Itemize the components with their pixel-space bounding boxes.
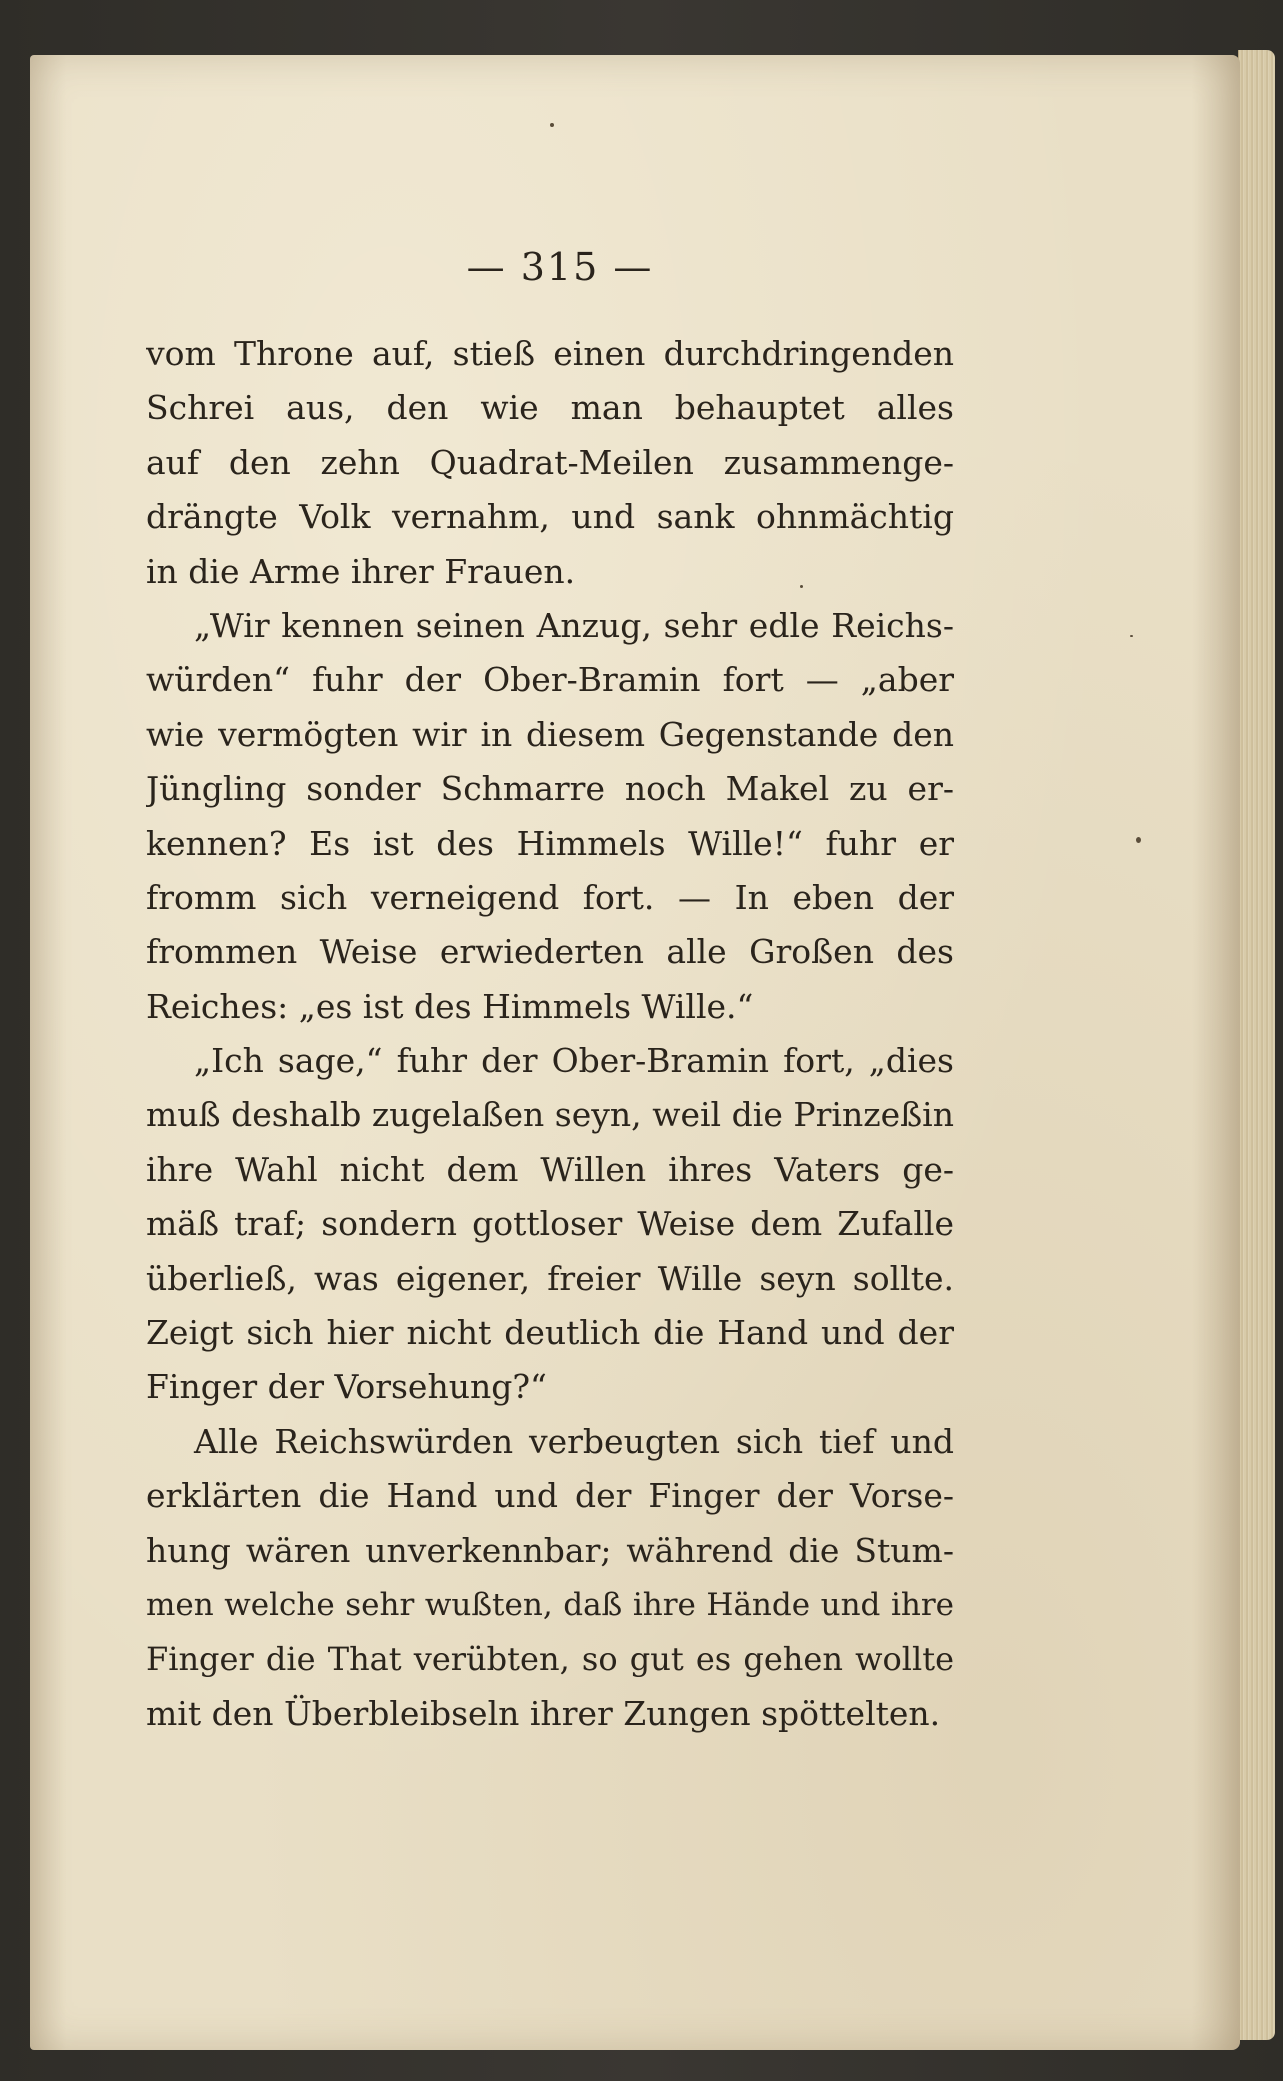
paper-speck xyxy=(1136,837,1141,843)
text-line: wie vermögten wir in diesem Gegenstande den xyxy=(146,714,954,754)
text-line: überließ, was eigener, freier Wille seyn sollte. xyxy=(146,1258,954,1298)
text-line: Jüngling sonder Schmarre noch Makel zu er- xyxy=(146,769,954,809)
page-number: — 315 — xyxy=(466,245,654,289)
text-line: in die Arme ihrer Frauen. xyxy=(146,551,576,591)
text-line: „Wir kennen seinen Anzug, sehr edle Reichs- xyxy=(194,605,954,645)
body-text xyxy=(146,327,954,1741)
text-line: vom Throne auf, stieß einen durchdringenden xyxy=(146,334,954,373)
text-line: erklärten die Hand und der Finger der Vorse- xyxy=(146,1476,954,1516)
text-line: Finger die That verübten, so gut es gehen wollte xyxy=(146,1640,954,1679)
page-edges xyxy=(1238,50,1275,2040)
text-line: hung wären unverkennbar; während die Stum- xyxy=(146,1530,954,1570)
text-line: Zeigt sich hier nicht deutlich die Hand und der xyxy=(146,1313,954,1353)
text-line: fromm sich verneigend fort. — In eben der xyxy=(146,877,954,917)
text-line: Schrei aus, den wie man behauptet alles xyxy=(146,388,954,428)
text-line: frommen Weise erwiederten alle Großen des xyxy=(146,932,954,972)
text-line: ihre Wahl nicht dem Willen ihres Vaters ge- xyxy=(146,1149,954,1189)
text-line: würden“ fuhr der Ober-Bramin fort — „aber xyxy=(146,660,954,700)
text-line: Alle Reichswürden verbeugten sich tief und xyxy=(194,1421,954,1461)
text-line: „Ich sage,“ fuhr der Ober-Bramin fort, „dies xyxy=(194,1041,954,1081)
paper-speck xyxy=(1130,635,1133,637)
text-line: drängte Volk vernahm, und sank ohnmächtig xyxy=(146,497,954,537)
text-line: Finger der Vorsehung?“ xyxy=(146,1367,547,1407)
text-line: auf den zehn Quadrat-Meilen zusammenge- xyxy=(146,442,954,482)
paper-speck xyxy=(550,123,554,127)
text-line: mit den Überbleibseln ihrer Zungen spöttelten. xyxy=(146,1693,941,1733)
text-line: kennen? Es ist des Himmels Wille!“ fuhr er xyxy=(146,823,954,863)
text-line: mäß traf; sondern gottloser Weise dem Zufalle xyxy=(146,1204,954,1244)
text-line: Reiches: „es ist des Himmels Wille.“ xyxy=(146,986,754,1026)
text-line: muß deshalb zugelaßen seyn, weil die Prinzeßin xyxy=(146,1095,954,1135)
text-line: men welche sehr wußten, daß ihre Hände und ihre xyxy=(146,1586,954,1623)
